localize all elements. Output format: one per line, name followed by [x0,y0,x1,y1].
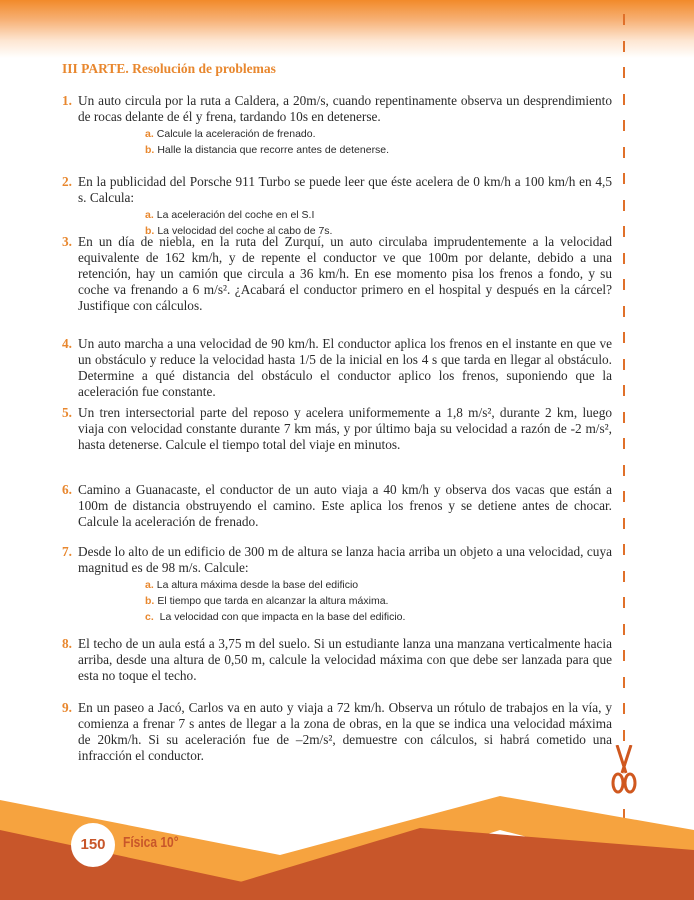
problem-number: 2. [62,174,72,189]
sub-letter: b. [145,144,155,156]
cut-dash [623,491,625,502]
problem-9 [62,700,612,764]
sub-letter: a. [145,579,154,591]
sub-question [145,593,612,609]
sub-question [145,142,612,158]
sub-question [145,577,612,593]
sub-questions [145,577,612,625]
sub-text: La velocidad del coche al cabo de 7s. [157,225,333,237]
problem-number: 6. [62,482,72,497]
problem-3 [62,234,612,314]
cut-dash [623,677,625,688]
cut-dash [623,597,625,608]
sub-questions [145,126,612,158]
cut-dash [623,544,625,555]
problem-5 [62,405,612,453]
problem-1 [62,93,612,158]
problem-number: 3. [62,234,72,249]
problem-4 [62,336,612,400]
sub-text: La aceleración del coche en el S.I [156,209,315,221]
problem-6 [62,482,612,530]
cut-dash [623,438,625,449]
problem-text: En la publicidad del Porsche 911 Turbo se puede leer que éste acelera de 0 km/h a 100 km/h en 4,5 s. Calcula: [78,174,612,205]
header-band [0,0,694,58]
cut-dash [623,571,625,582]
cut-dash [623,385,625,396]
problem-2 [62,174,612,239]
cut-dash [623,94,625,105]
problem-text: En un paseo a Jacó, Carlos va en auto y viaja a 72 km/h. Observa un rótulo de trabajos en la vía, y comienza a frenar 7 s antes de llegar a la zona de obras, en la que se indica una velocidad máxima de 20km/h. Si su aceleración fue de –2m/s², demuestre con cálculos, si habrá cometido una infracción el conductor. [78,700,612,763]
cut-dash [623,173,625,184]
cut-dash [623,226,625,237]
sub-letter: b. [145,595,155,607]
problem-8 [62,636,612,684]
cut-dash [623,41,625,52]
cut-dash [623,359,625,370]
problem-text: Un auto marcha a una velocidad de 90 km/h. El conductor aplica los frenos en el instante en que ve un obstáculo y reduce la velocidad hasta 1/5 de la inicial en los 4 s que tarda en llegar al obstáculo. Determine a qué distancia del obstáculo el conductor aplico los frenos, suponiendo que la aceleración fue constante. [78,336,612,399]
problem-text: Un auto circula por la ruta a Caldera, a 20m/s, cuando repentinamente observa un desprendimiento de rocas delante de él y frena, tardando 10s en detenerse. [78,93,612,124]
problem-text: Camino a Guanacaste, el conductor de un auto viaja a 40 km/h y observa dos vacas que están a 100m de distancia obstruyendo el camino. Este aplica los frenos y se detiene antes de chocar. Calcule la aceleración de frenado. [78,482,612,529]
sub-text: La altura máxima desde la base del edificio [156,579,359,591]
sub-letter: b. [145,225,155,237]
sub-question [145,126,612,142]
cut-dash [623,624,625,635]
cut-dash [623,306,625,317]
book-title: Física 10° [123,834,179,851]
sub-text: Halle la distancia que recorre antes de detenerse. [157,144,390,156]
cut-dash [623,465,625,476]
sub-question [145,207,612,223]
sub-question [145,609,612,625]
problem-number: 8. [62,636,72,651]
problem-text: El techo de un aula está a 3,75 m del suelo. Si un estudiante lanza una manzana verticalmente hacia arriba, desde una altura de 0,50 m, calcule la velocidad máxima con que debe ser lanzada para que esta no toque el techo. [78,636,612,683]
cut-dash [623,200,625,211]
sub-letter: a. [145,209,154,221]
page-number: 150 [71,823,115,867]
sub-text: Calcule la aceleración de frenado. [156,128,316,140]
sub-text: La velocidad con que impacta en la base del edificio. [156,611,406,623]
scissors-icon [609,745,639,795]
problem-text: Un tren intersectorial parte del reposo y acelera uniformemente a 1,8 m/s², durante 2 km, luego viaja con velocidad constante durante 7 km más, y por último baja su velocidad a razón de -2 m/s², hasta detenerse. Calcule el tiempo total del viaje en minutos. [78,405,612,452]
problem-7 [62,544,612,625]
cut-dash [623,14,625,25]
section-title: III PARTE. Resolución de problemas [62,61,276,76]
problem-number: 9. [62,700,72,715]
problem-number: 5. [62,405,72,420]
cut-dash [623,730,625,741]
cut-dash [623,332,625,343]
cut-dash [623,67,625,78]
problem-number: 7. [62,544,72,559]
cut-dash [623,412,625,423]
problem-text: Desde lo alto de un edificio de 300 m de altura se lanza hacia arriba un objeto a una velocidad, cuya magnitud es de 98 m/s. Calcule: [78,544,612,575]
problem-text: En un día de niebla, en la ruta del Zurquí, un auto circulaba imprudentemente a la velocidad equivalente de 162 km/h, y de repente el conductor ve que 100m por delante, debido a una retención, hay un camión que circula a 36 km/h. En ese momento pisa los frenos a fondo, y su coche va frenando a 6 m/s². ¿Acabará el conductor primero en el hospital y después en la cárcel? Justifique con cálculos. [78,234,612,313]
cut-dash [623,650,625,661]
sub-letter: a. [145,128,154,140]
sub-text: El tiempo que tarda en alcanzar la altura máxima. [157,595,389,607]
cut-dash [623,703,625,714]
cut-dash [623,279,625,290]
sub-letter: c. [145,611,154,623]
cut-dash [623,147,625,158]
problem-number: 1. [62,93,72,108]
cut-dash [623,518,625,529]
cut-dash [623,120,625,131]
problem-number: 4. [62,336,72,351]
cut-dash [623,253,625,264]
